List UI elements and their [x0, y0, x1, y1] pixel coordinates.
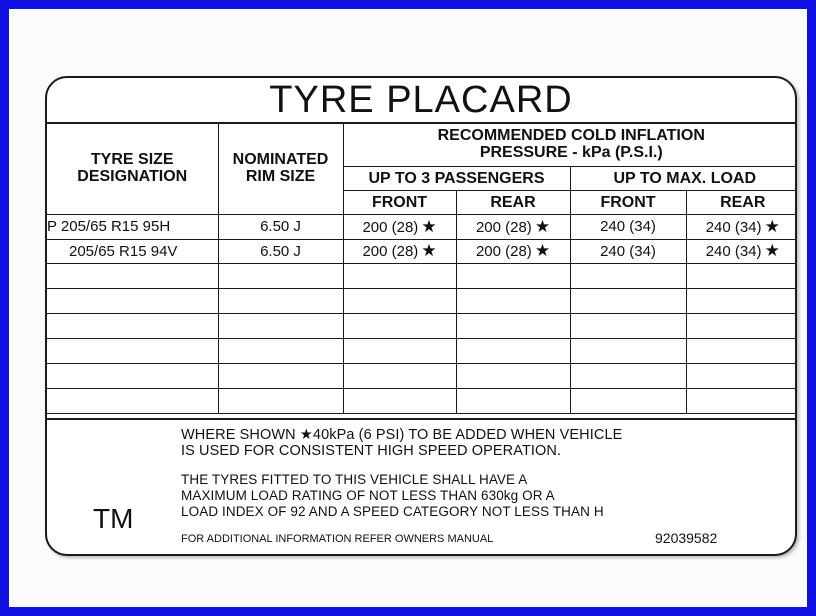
blank-table-row: [47, 339, 797, 364]
rim-size-cell: 6.50 J: [218, 215, 343, 240]
trademark-mark: TM: [93, 503, 134, 534]
pressure-cell: [570, 215, 686, 240]
blank-table-row: [47, 314, 797, 339]
blank-cell: [570, 314, 686, 339]
notes-section: [47, 418, 795, 556]
star-icon: ★: [421, 241, 437, 261]
star-icon: ★: [534, 241, 551, 261]
pressure-value: 240 (34): [705, 218, 762, 236]
blank-cell: [456, 389, 570, 414]
star-icon: ★: [421, 216, 437, 236]
blank-cell: [343, 389, 456, 414]
part-number: 92039582: [655, 530, 718, 546]
additional-info-note: FOR ADDITIONAL INFORMATION REFER OWNERS MANUAL: [181, 533, 494, 545]
blank-cell: [218, 264, 343, 289]
blank-cell: [47, 389, 218, 414]
blank-cell: [218, 314, 343, 339]
tyre-pressure-table: [47, 122, 797, 414]
header-up-to-3-passengers: UP TO 3 PASSENGERS: [343, 167, 570, 191]
pressure-cell: [570, 239, 686, 264]
blank-cell: [570, 364, 686, 389]
blank-cell: [218, 339, 343, 364]
blank-cell: [343, 339, 456, 364]
blank-cell: [343, 289, 456, 314]
blank-cell: [686, 339, 797, 364]
table-row: [47, 215, 797, 240]
pressure-value: 200 (28): [362, 218, 419, 236]
rim-size-cell: 6.50 J: [218, 239, 343, 264]
blank-cell: [343, 364, 456, 389]
blank-cell: [218, 289, 343, 314]
blank-cell: [343, 314, 456, 339]
blank-cell: [218, 389, 343, 414]
pressure-cell: [456, 215, 570, 240]
blank-table-row: [47, 389, 797, 414]
blank-cell: [456, 314, 570, 339]
blank-cell: [218, 364, 343, 389]
pressure-value: 200 (28): [475, 243, 532, 261]
blank-cell: [456, 289, 570, 314]
table-row: [47, 239, 797, 264]
tyre-placard: [45, 76, 797, 556]
star-icon: ★: [764, 216, 780, 236]
pressure-cell: [456, 239, 570, 264]
blank-rows: [47, 264, 797, 414]
blank-cell: [686, 314, 797, 339]
blank-table-row: [47, 289, 797, 314]
blank-table-row: [47, 364, 797, 389]
blank-cell: [456, 339, 570, 364]
blank-table-row: [47, 264, 797, 289]
star-icon: ★: [534, 216, 551, 236]
blank-cell: [47, 264, 218, 289]
pressure-value: 200 (28): [475, 218, 532, 236]
star-note: WHERE SHOWN ★40kPa (6 PSI) TO BE ADDED WHEN VEHICLE IS USED FOR CONSISTENT HIGH SPEED OPERATION.: [181, 427, 623, 459]
blank-cell: [686, 264, 797, 289]
header-rim-size: NOMINATED RIM SIZE: [218, 122, 343, 215]
header-rear: REAR: [456, 191, 570, 215]
blank-cell: [570, 289, 686, 314]
star-icon: ★: [764, 241, 780, 261]
pressure-cell: [686, 239, 797, 264]
tyre-size-cell: P 205/65 R15 95H: [47, 215, 218, 240]
pressure-cell: [343, 215, 456, 240]
header-up-to-max-load: UP TO MAX. LOAD: [570, 167, 797, 191]
tyre-size-cell: 205/65 R15 94V: [47, 239, 218, 264]
blank-cell: [686, 389, 797, 414]
blank-cell: [456, 264, 570, 289]
pressure-value: 240 (34): [600, 242, 656, 260]
pressure-cell: [686, 215, 797, 240]
blank-cell: [686, 289, 797, 314]
pressure-cell: [343, 239, 456, 264]
header-front: FRONT: [343, 191, 456, 215]
header-tyre-size: TYRE SIZE DESIGNATION: [47, 122, 218, 215]
blank-cell: [343, 264, 456, 289]
header-pressure: RECOMMENDED COLD INFLATION PRESSURE - kPa (P.S.I.): [343, 122, 797, 167]
header-rear: REAR: [686, 191, 797, 215]
pressure-value: 240 (34): [600, 218, 656, 236]
pressure-value: 240 (34): [705, 243, 762, 261]
pressure-value: 200 (28): [362, 243, 419, 261]
placard-title: TYRE PLACARD: [47, 78, 795, 124]
blank-cell: [570, 264, 686, 289]
blank-cell: [47, 364, 218, 389]
blank-cell: [456, 364, 570, 389]
header-front: FRONT: [570, 191, 686, 215]
blank-cell: [47, 314, 218, 339]
blank-cell: [47, 339, 218, 364]
blank-cell: [686, 364, 797, 389]
load-rating-note: THE TYRES FITTED TO THIS VEHICLE SHALL HAVE A MAXIMUM LOAD RATING OF NOT LESS THAN 630kg OR A LOAD INDEX OF 92 AND A SPEED CATEGORY NOT LESS THAN H: [181, 472, 604, 519]
blank-cell: [47, 289, 218, 314]
blank-cell: [570, 389, 686, 414]
blank-cell: [570, 339, 686, 364]
